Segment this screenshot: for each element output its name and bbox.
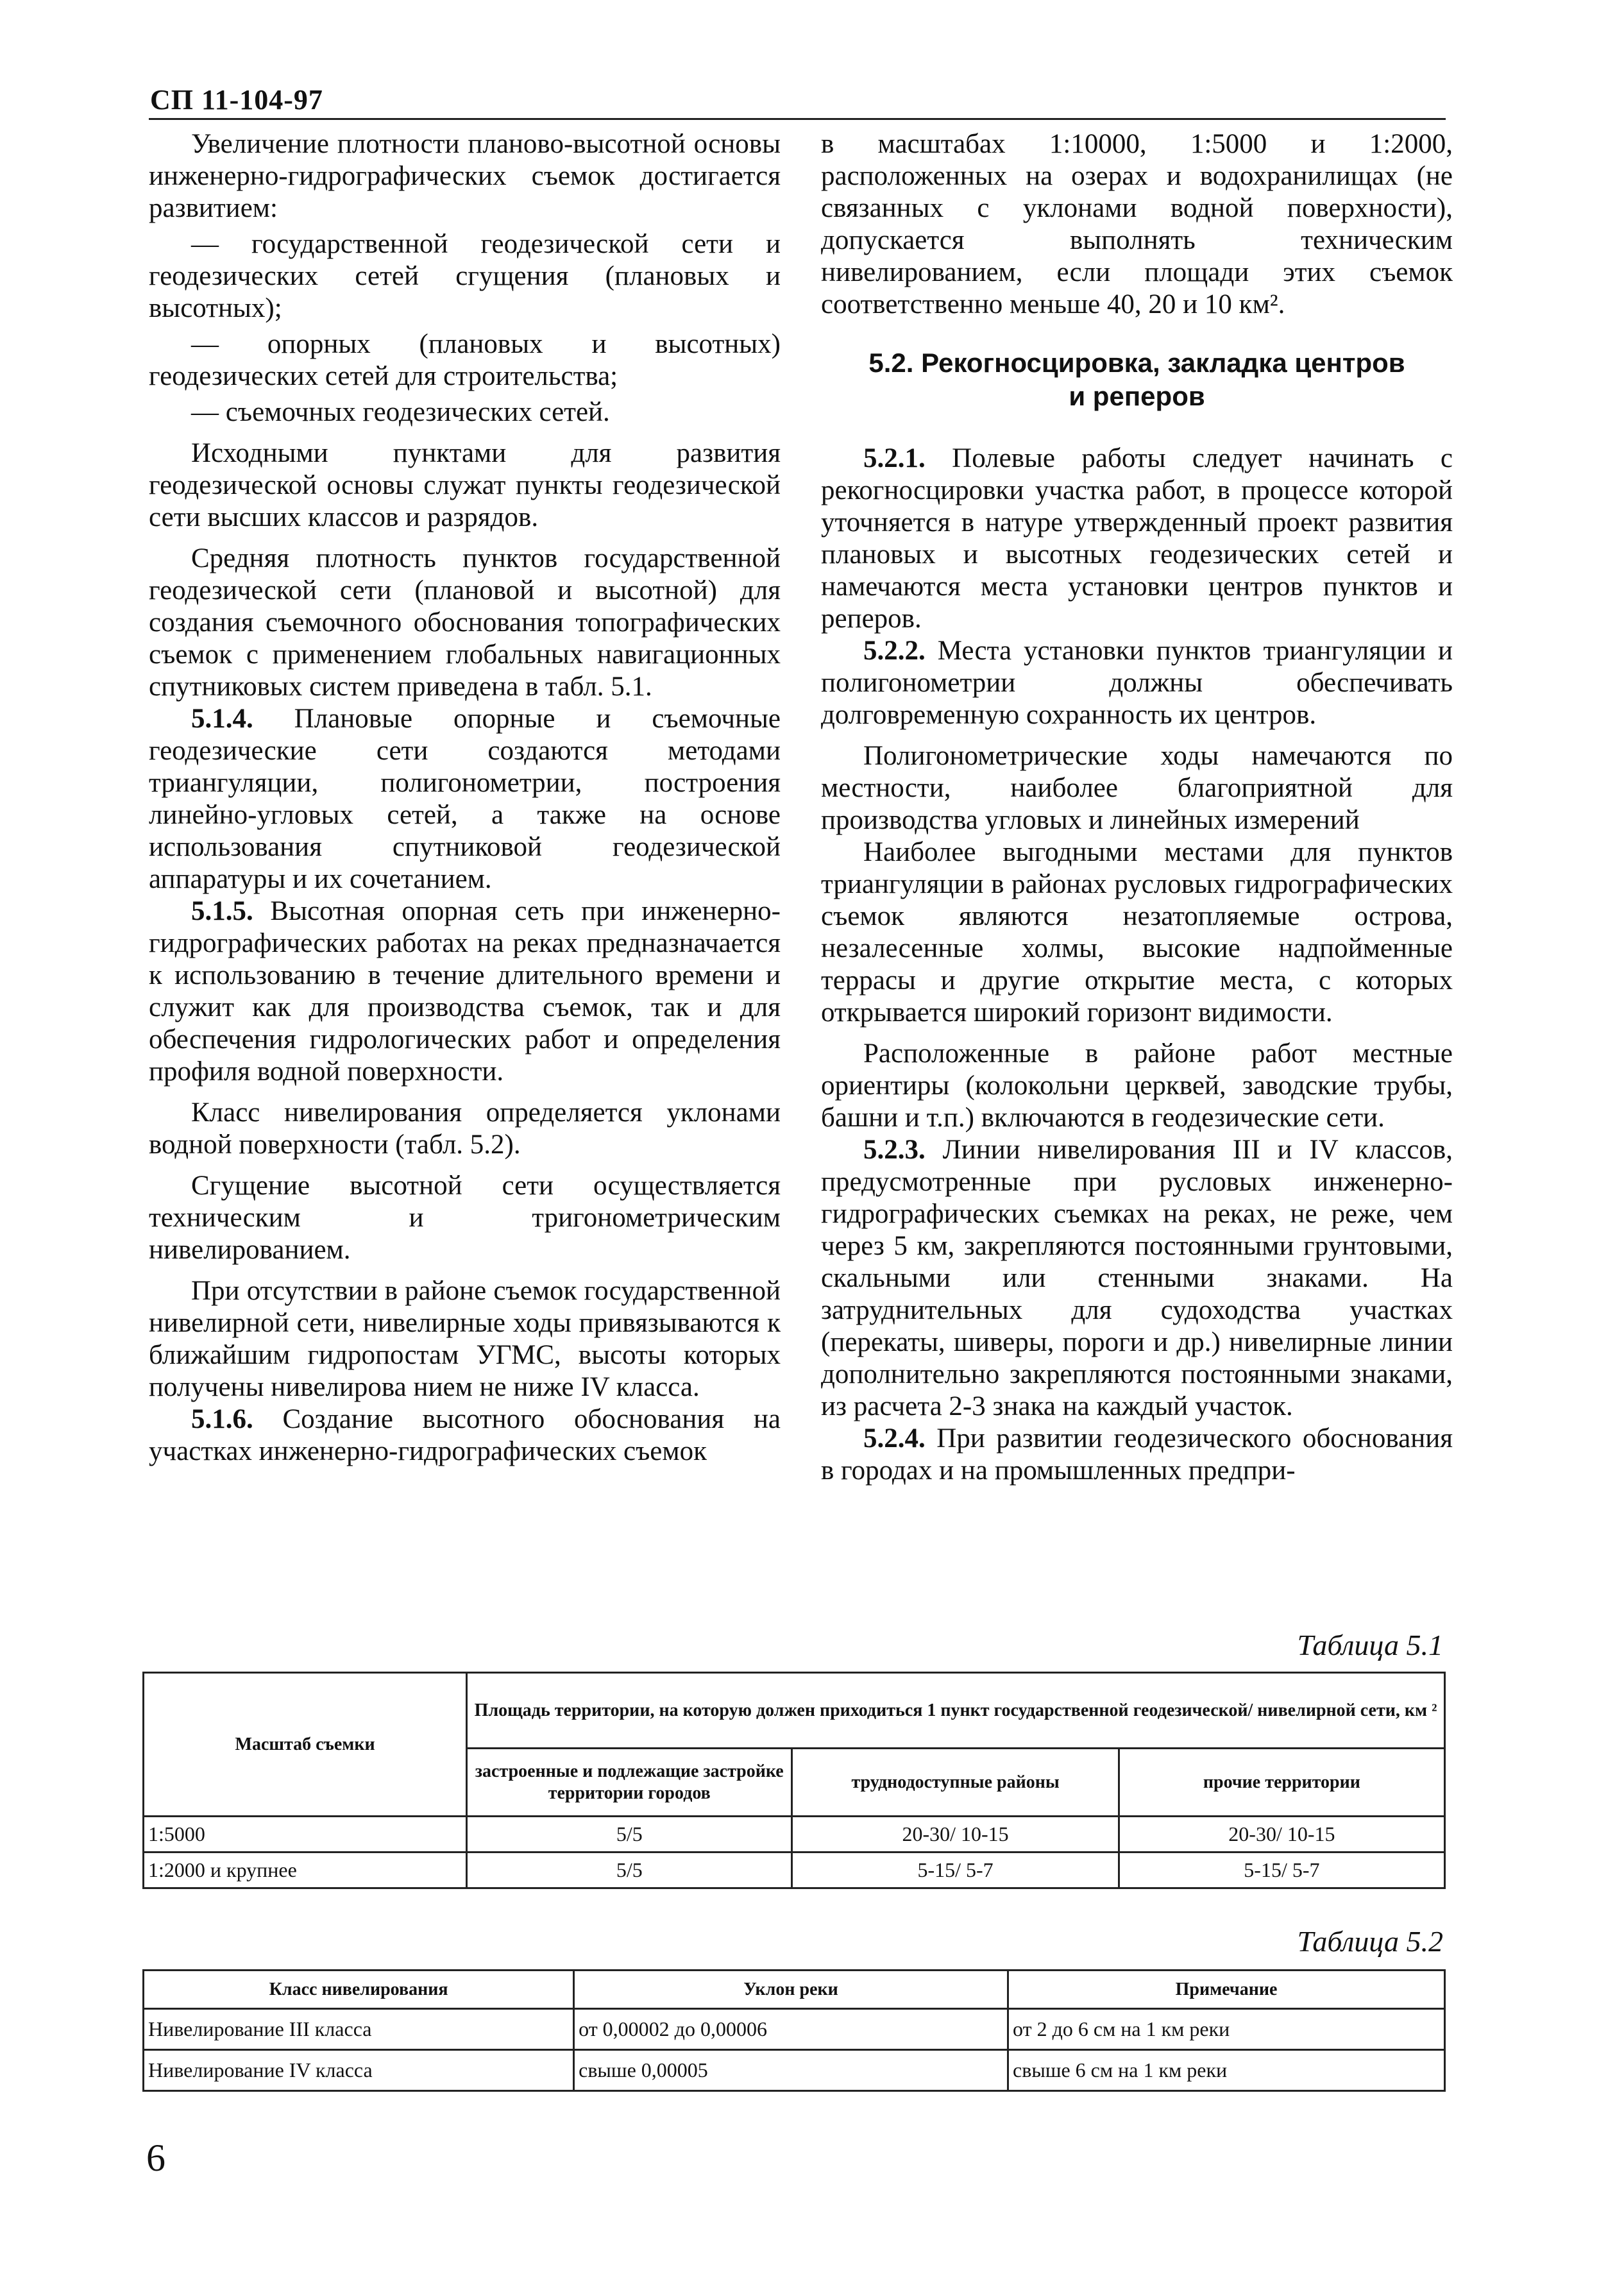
table-5-2-header: Класс нивелирования bbox=[144, 1971, 574, 2009]
paragraph-text: — съемочных геодезических сетей. bbox=[191, 397, 610, 427]
page-number: 6 bbox=[146, 2137, 165, 2179]
right-paragraph bbox=[821, 1038, 1453, 1134]
table-5-1-caption: Таблица 5.1 bbox=[1297, 1629, 1443, 1661]
clause-number: 5.1.5. bbox=[191, 896, 253, 926]
paragraph-text: Создание высотного обоснования на участках инженерно-гидрографических съемок bbox=[149, 1404, 781, 1466]
paragraph-text: Увеличение плотности планово-высотной основы инженерно-гидрографических съемок достигается развитием: bbox=[149, 129, 781, 223]
table-cell: 20-30/ 10-15 bbox=[792, 1817, 1119, 1852]
left-paragraph bbox=[149, 228, 781, 325]
paragraph-text: Наиболее выгодными местами для пунктов триангуляции в районах русловых гидрографических съемок являются незатопляемые острова, незалесенные холмы, высокие надпойменные террасы и другие открытие места, с которых открывается широкий горизонт видимости. bbox=[821, 837, 1453, 1028]
paragraph-text: Сгущение высотной сети осуществляется техническим и тригонометрическим нивелированием. bbox=[149, 1171, 781, 1265]
clause-number: 5.1.4. bbox=[191, 704, 253, 734]
left-paragraph bbox=[149, 128, 781, 225]
table-5-1-header-scale: Масштаб съемки bbox=[144, 1673, 467, 1817]
table-cell: 5-15/ 5-7 bbox=[792, 1852, 1119, 1888]
table-5-1-subheader: прочие территории bbox=[1119, 1749, 1444, 1817]
table-5-2 bbox=[142, 1969, 1446, 2092]
table-row bbox=[144, 2050, 1445, 2091]
table-cell: 20-30/ 10-15 bbox=[1119, 1817, 1444, 1852]
paragraph-text: Полевые работы следует начинать с рекогносцировки участка работ, в процессе которой уточняется в натуре утвержденный проект развития плановых и высотных геодезических сетей и намечаются места установки центров пунктов и реперов. bbox=[821, 443, 1453, 634]
paragraph-text: — опорных (плановых и высотных) геодезических сетей для строительства; bbox=[149, 329, 781, 391]
table-cell: свыше 0,00005 bbox=[574, 2050, 1008, 2091]
table-cell: 1:5000 bbox=[144, 1817, 467, 1852]
clause-number: 5.2.3. bbox=[863, 1135, 926, 1165]
table-cell: 5/5 bbox=[467, 1817, 792, 1852]
table-5-1-subheader: застроенные и подлежащие застройке территории городов bbox=[467, 1749, 792, 1817]
table-cell: Нивелирование IV класса bbox=[144, 2050, 574, 2091]
document-code: СП 11-104-97 bbox=[150, 84, 323, 115]
table-5-2-header: Примечание bbox=[1008, 1971, 1445, 2009]
left-paragraph bbox=[149, 1403, 781, 1468]
right-paragraph bbox=[821, 1134, 1453, 1423]
table-cell: 5/5 bbox=[467, 1852, 792, 1888]
right-top-paragraph: в масштабах 1:10000, 1:5000 и 1:2000, расположенных на озерах и водохранилищах (не связанных с уклонами водной поверхности), допускается выполнять техническим нивелированием, если площади этих съемок соответственно меньше 40, 20 и 10 км². bbox=[821, 129, 1453, 319]
right-paragraph bbox=[821, 443, 1453, 635]
table-5-1-header-area: Площадь территории, на которую должен приходиться 1 пункт государственной геодезической/ нивелирной сети, км ² bbox=[467, 1673, 1445, 1749]
left-paragraph bbox=[149, 703, 781, 895]
table-cell: от 0,00002 до 0,00006 bbox=[574, 2009, 1008, 2050]
left-paragraph bbox=[149, 543, 781, 703]
left-paragraph bbox=[149, 328, 781, 393]
right-paragraph bbox=[821, 1423, 1453, 1487]
table-cell: свыше 6 см на 1 км реки bbox=[1008, 2050, 1445, 2091]
clause-number: 5.2.2. bbox=[863, 636, 926, 666]
paragraph-text: При развитии геодезического обоснования в городах и на промышленных предпри- bbox=[821, 1423, 1453, 1486]
left-paragraph bbox=[149, 396, 781, 428]
left-paragraph bbox=[149, 895, 781, 1088]
right-paragraph bbox=[821, 836, 1453, 1029]
paragraph-text: Средняя плотность пунктов государственной геодезической сети (плановой и высотной) для создания съемочного обоснования топографических съемок с применением глобальных навигационных спутниковых систем приведена в табл. 5.1. bbox=[149, 543, 781, 702]
paragraph-text: Плановые опорные и съемочные геодезические сети создаются методами триангуляции, полигонометрии, построения линейно-угловых сетей, а также на основе использования спутниковой геодезической аппаратуры и их сочетанием. bbox=[149, 704, 781, 894]
paragraph-text: Класс нивелирования определяется уклонами водной поверхности (табл. 5.2). bbox=[149, 1098, 781, 1160]
right-column bbox=[821, 128, 1453, 1487]
table-cell: от 2 до 6 см на 1 км реки bbox=[1008, 2009, 1445, 2050]
paragraph-text: Исходными пунктами для развития геодезической основы служат пункты геодезической сети высших классов и разрядов. bbox=[149, 438, 781, 532]
table-cell: Нивелирование III класса bbox=[144, 2009, 574, 2050]
right-paragraphs bbox=[821, 443, 1453, 1487]
section-heading-line-1: 5.2. Рекогносцировка, закладка центров bbox=[868, 348, 1405, 378]
table-cell: 5-15/ 5-7 bbox=[1119, 1852, 1444, 1888]
table-5-1-subheader: труднодоступные районы bbox=[792, 1749, 1119, 1817]
left-paragraph bbox=[149, 1275, 781, 1403]
clause-number: 5.1.6. bbox=[191, 1404, 253, 1434]
table-5-2-header: Уклон реки bbox=[574, 1971, 1008, 2009]
left-paragraph bbox=[149, 437, 781, 534]
paragraph-text: При отсутствии в районе съемок государственной нивелирной сети, нивелирные ходы привязываются к ближайшим гидропостам УГМС, высоты которых получены нивелирова нием не ниже IV класса. bbox=[149, 1276, 781, 1402]
right-paragraph bbox=[821, 635, 1453, 731]
right-paragraph bbox=[821, 740, 1453, 836]
left-column bbox=[149, 128, 781, 1468]
paragraph-text: Линии нивелирования III и IV классов, предусмотренные при русловых инженерно-гидрографических съемках на реках, не реже, чем через 5 км, закрепляются постоянными грунтовыми, скальными или стенными знаками. На затруднительных для судоходства участках (перекаты, шиверы, пороги и др.) нивелирные линии дополнительно закрепляются постоянными знаками, из расчета 2-3 знака на каждый участок. bbox=[821, 1135, 1453, 1421]
paragraph-text: Высотная опорная сеть при инженерно-гидрографических работах на реках предназначается к использованию в течение длительного времени и служит как для производства съемок, так и для обеспечения гидрологических работ и определения профиля водной поверхности. bbox=[149, 896, 781, 1087]
paragraph-text: — государственной геодезической сети и геодезических сетей сгущения (плановых и высотных); bbox=[149, 229, 781, 323]
paragraph-text: Расположенные в районе работ местные ориентиры (колокольни церквей, заводские трубы, башни и т.п.) включаются в геодезические сети. bbox=[821, 1039, 1453, 1133]
section-heading-line-2: и реперов bbox=[1069, 381, 1205, 411]
table-row bbox=[144, 1817, 1445, 1852]
left-paragraph bbox=[149, 1170, 781, 1266]
section-heading bbox=[821, 346, 1453, 413]
table-row bbox=[144, 1852, 1445, 1888]
left-paragraph bbox=[149, 1097, 781, 1161]
paragraph-text: Места установки пунктов триангуляции и полигонометрии должны обеспечивать долговременную сохранность их центров. bbox=[821, 636, 1453, 730]
paragraph-text: Полигонометрические ходы намечаются по местности, наиболее благоприятной для производства угловых и линейных измерений bbox=[821, 741, 1453, 835]
table-5-2-caption: Таблица 5.2 bbox=[1297, 1925, 1443, 1958]
table-row bbox=[144, 2009, 1445, 2050]
table-cell: 1:2000 и крупнее bbox=[144, 1852, 467, 1888]
table-5-1 bbox=[142, 1672, 1446, 1889]
clause-number: 5.2.1. bbox=[863, 443, 926, 473]
clause-number: 5.2.4. bbox=[863, 1423, 926, 1454]
running-header bbox=[149, 78, 1446, 120]
